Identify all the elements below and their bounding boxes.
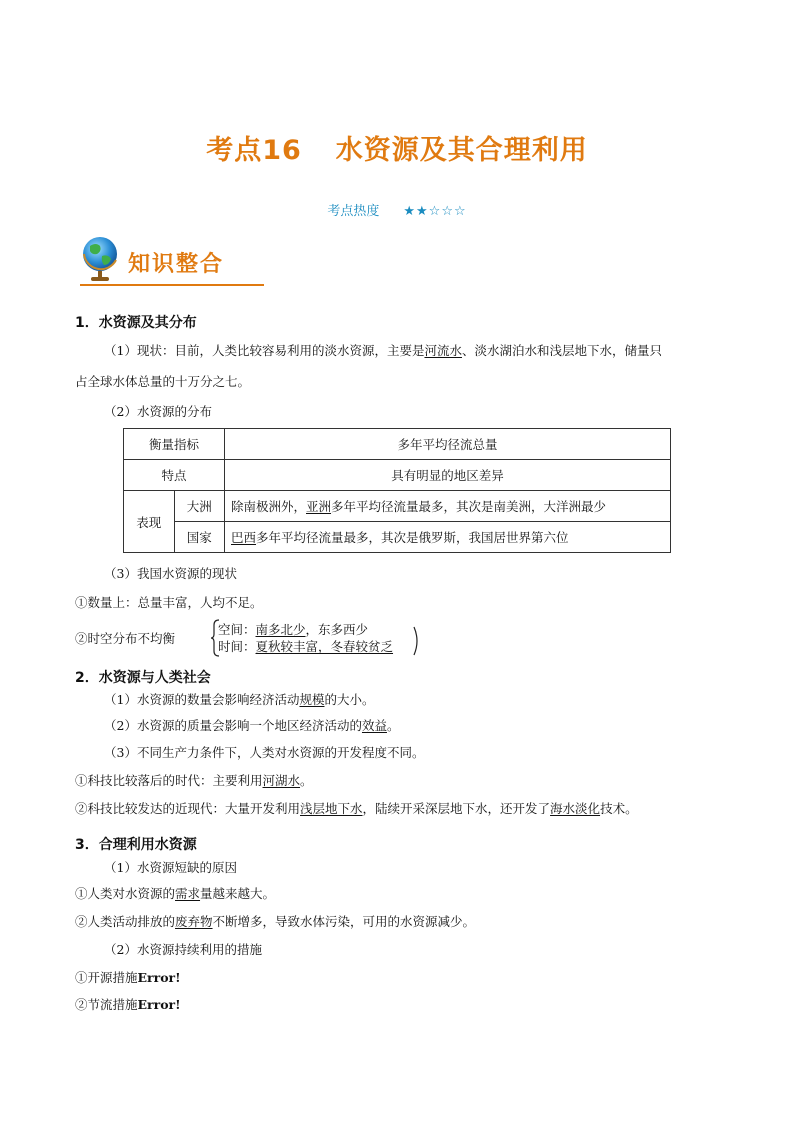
table-cell: 多年平均径流总量 (225, 429, 671, 460)
table-cell: 衡量指标 (124, 429, 225, 460)
heat-label: 考点热度 (327, 204, 380, 219)
banner-label: 知识整合 (128, 252, 225, 277)
text: 多年平均径流量最多，其次是南美洲，大洋洲最少 (331, 499, 607, 514)
s1-paragraph-2: （2）水资源的分布 (104, 404, 212, 419)
title-topic: 考点16 (206, 135, 302, 166)
text: 的大小。 (324, 692, 375, 707)
text: 空间： (218, 622, 256, 637)
s1-paragraph-3: （3）我国水资源的现状 (104, 566, 237, 581)
table-cell: 国家 (174, 522, 225, 553)
s2-line-4 (75, 773, 313, 789)
section-2-heading: 2．水资源与人类社会 (75, 670, 211, 686)
underlined-term: 需求 (175, 886, 201, 901)
text: 除南极洲外， (231, 499, 307, 514)
underlined-term: 河湖水 (262, 773, 301, 788)
distribution-table (123, 428, 671, 553)
text: ②人类活动排放的 (75, 914, 176, 929)
table-row (124, 460, 671, 491)
title-name: 水资源及其合理利用 (335, 135, 588, 166)
table-cell (225, 522, 671, 553)
section-3-heading: 3．合理利用水资源 (75, 837, 197, 853)
s2-line-1 (104, 692, 375, 708)
text: 技术。 (600, 801, 638, 816)
text: ①科技比较落后的时代：主要利用 (75, 773, 263, 788)
s3-line-1: （1）水资源短缺的原因 (104, 860, 237, 875)
underlined-term: 巴西 (231, 530, 257, 545)
s3-line-4: （2）水资源持续利用的措施 (104, 942, 262, 957)
right-paren-icon (413, 626, 421, 656)
text: ，东多西少 (305, 622, 369, 637)
text: 不断增多，导致水体污染，可用的水资源减少。 (212, 914, 476, 929)
heat-rating (0, 200, 794, 219)
s2-line-3: （3）不同生产力条件下，人类对水资源的开发程度不同。 (104, 745, 425, 760)
text: （2）水资源的质量会影响一个地区经济活动的 (104, 718, 362, 733)
text: ①人类对水资源的 (75, 886, 176, 901)
underlined-term: 废弃物 (175, 914, 213, 929)
globe-icon (78, 234, 124, 284)
page-title (0, 128, 794, 167)
underlined-term: 南多北少 (255, 622, 306, 637)
text: ②节流措施 (75, 997, 138, 1012)
table-cell (225, 491, 671, 522)
underlined-term: 夏秋较丰富，冬春较贫乏 (255, 639, 394, 654)
s1-paragraph-1 (104, 343, 704, 359)
section-banner (78, 234, 264, 289)
s3-line-5 (75, 970, 181, 986)
text: 时间： (218, 639, 256, 654)
section-1-heading: 1．水资源及其分布 (75, 315, 197, 331)
s1-paragraph-4: ①数量上：总量丰富，人均不足。 (75, 595, 263, 610)
star-rating-icon: ★★☆☆☆ (403, 204, 467, 219)
s2-line-2 (104, 718, 400, 734)
table-cell: 表现 (124, 491, 175, 553)
text: ②科技比较发达的近现代：大量开发利用 (75, 801, 301, 816)
s3-line-3 (75, 914, 475, 930)
text: 多年平均径流量最多，其次是俄罗斯，我国居世界第六位 (256, 530, 569, 545)
text: 。 (300, 773, 313, 788)
underlined-term: 规模 (299, 692, 325, 707)
s1-paragraph-5-lead: ②时空分布不均衡 (75, 631, 176, 646)
s1-paragraph-1-cont: 占全球水体总量的十万分之七。 (75, 374, 251, 389)
underlined-term: 效益 (361, 718, 387, 733)
text: （1）现状：目前，人类比较容易利用的淡水资源，主要是 (104, 343, 425, 358)
text: 、淡水湖泊水和浅层地下水，储量只 (461, 343, 662, 358)
error-text: Error! (137, 970, 181, 985)
error-text: Error! (137, 997, 181, 1012)
text: ，陆续开采深层地下水，还开发了 (362, 801, 551, 816)
underlined-term: 亚洲 (306, 499, 332, 514)
text: ①开源措施 (75, 970, 138, 985)
text: （1）水资源的数量会影响经济活动 (104, 692, 300, 707)
s3-line-2 (75, 886, 275, 902)
table-row (124, 429, 671, 460)
text: 量越来越大。 (200, 886, 276, 901)
table-row (124, 491, 671, 522)
table-cell: 特点 (124, 460, 225, 491)
underlined-term: 浅层地下水 (300, 801, 363, 816)
s1-space-line (218, 620, 368, 638)
table-cell: 大洲 (174, 491, 225, 522)
text: 。 (386, 718, 400, 733)
underlined-term: 河流水 (424, 343, 462, 358)
s1-time-line (218, 637, 393, 655)
table-row (124, 522, 671, 553)
underlined-term: 海水淡化 (550, 801, 601, 816)
banner-divider (80, 284, 264, 286)
table-cell: 具有明显的地区差异 (225, 460, 671, 491)
s3-line-6 (75, 997, 181, 1013)
s2-line-5 (75, 801, 775, 817)
